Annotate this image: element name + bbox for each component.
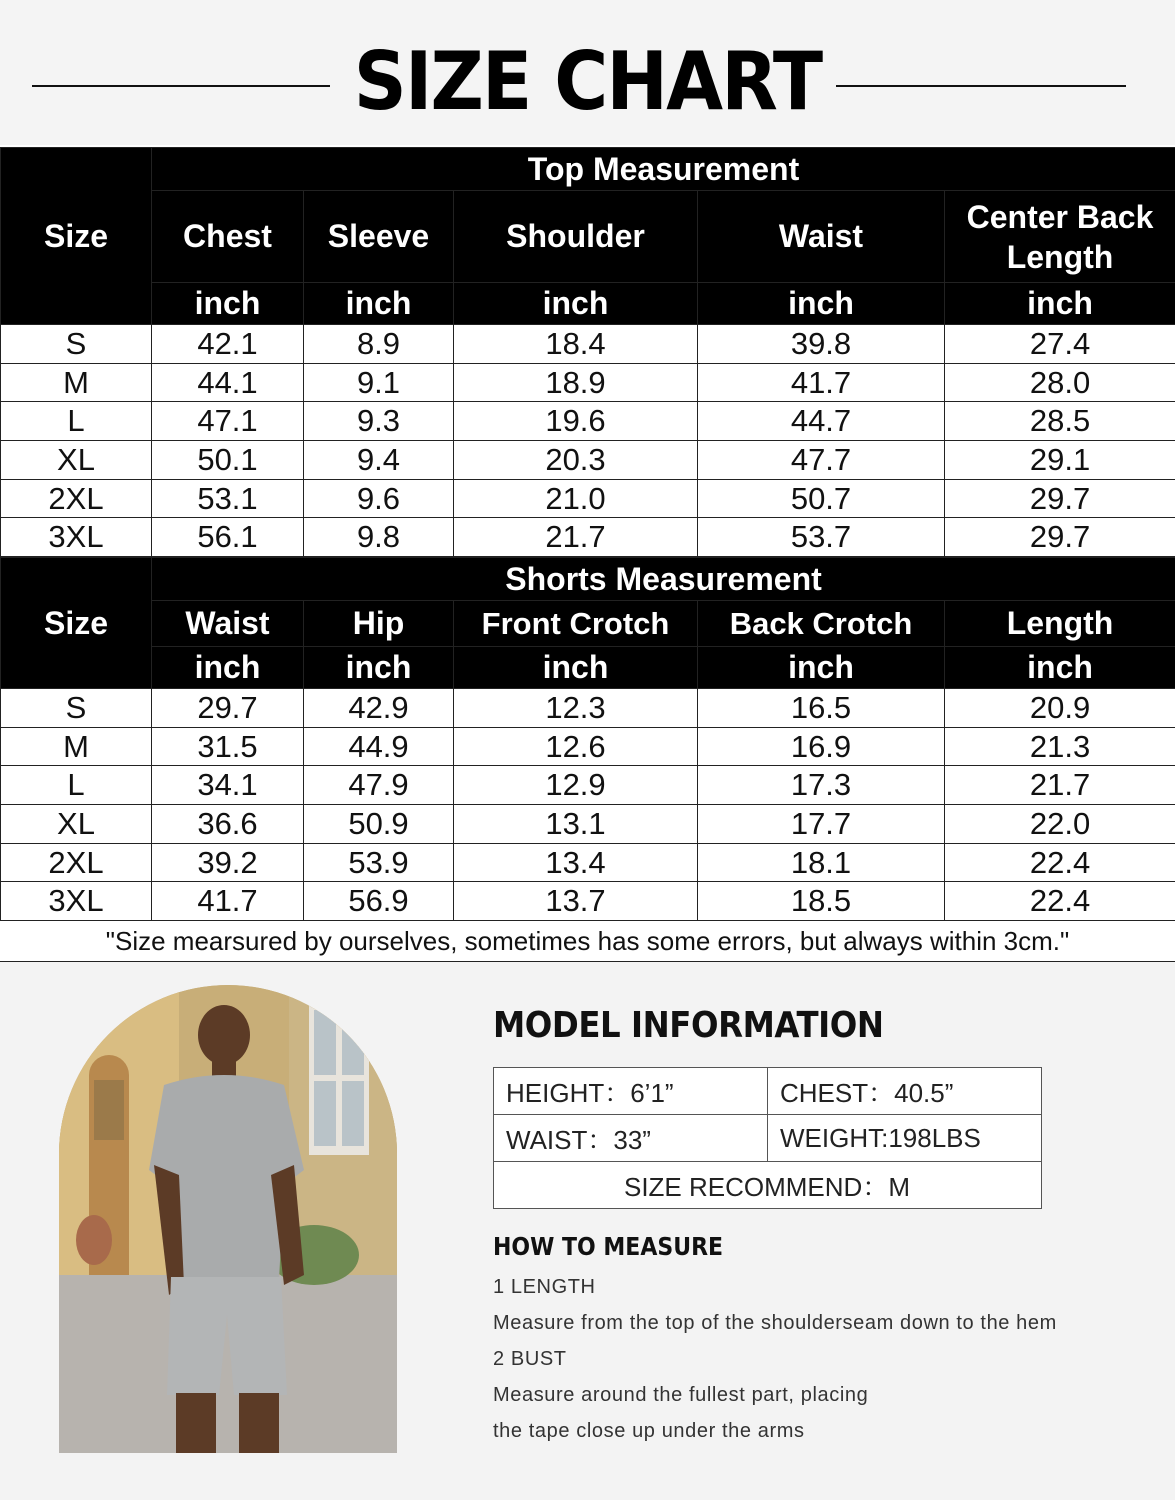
unit-label: inch (304, 647, 454, 689)
value-cell: 47.1 (152, 402, 304, 441)
value-cell: 29.1 (945, 441, 1175, 480)
measurement-note: "Size mearsured by ourselves, sometimes has some errors, but always within 3cm." (0, 920, 1175, 962)
shorts-section-title: Shorts Measurement (152, 558, 1175, 601)
value-cell: 9.8 (304, 518, 454, 557)
shorts-measurement-table (0, 557, 1175, 921)
table-row (1, 518, 1175, 557)
unit-label: inch (454, 647, 698, 689)
table-row (1, 689, 1175, 728)
value-cell: 39.2 (152, 843, 304, 882)
table-row (1, 363, 1175, 402)
size-cell: XL (1, 805, 152, 844)
value-cell: 22.4 (945, 843, 1175, 882)
value-cell: 34.1 (152, 766, 304, 805)
size-cell: S (1, 325, 152, 364)
size-cell: 3XL (1, 518, 152, 557)
value-cell: 21.0 (454, 479, 698, 518)
value-cell: 19.6 (454, 402, 698, 441)
value-cell: 18.5 (698, 882, 945, 921)
unit-label: inch (698, 283, 945, 325)
column-header: Back Crotch (698, 601, 945, 647)
value-cell: 9.1 (304, 363, 454, 402)
value-cell: 53.1 (152, 479, 304, 518)
value-cell: 17.3 (698, 766, 945, 805)
model-weight: WEIGHT:198LBS (768, 1115, 1042, 1162)
column-header: Hip (304, 601, 454, 647)
unit-label: inch (152, 283, 304, 325)
table-row (1, 325, 1175, 364)
value-cell: 16.5 (698, 689, 945, 728)
value-cell: 20.9 (945, 689, 1175, 728)
value-cell: 22.0 (945, 805, 1175, 844)
value-cell: 53.9 (304, 843, 454, 882)
value-cell: 31.5 (152, 727, 304, 766)
unit-label: inch (454, 283, 698, 325)
column-header: Waist (698, 191, 945, 283)
unit-label: inch (152, 647, 304, 689)
unit-label: inch (304, 283, 454, 325)
title-rule-left (32, 85, 330, 87)
value-cell: 9.4 (304, 441, 454, 480)
value-cell: 13.1 (454, 805, 698, 844)
size-header: Size (1, 558, 152, 689)
value-cell: 9.6 (304, 479, 454, 518)
step1-text: Measure from the top of the shoulderseam down to the hem (493, 1312, 1057, 1334)
size-cell: XL (1, 441, 152, 480)
value-cell: 47.9 (304, 766, 454, 805)
step2-text-line1: Measure around the fullest part, placing (493, 1384, 869, 1406)
model-size-recommend: SIZE RECOMMEND：M (494, 1162, 1042, 1209)
column-header: Shoulder (454, 191, 698, 283)
value-cell: 12.9 (454, 766, 698, 805)
value-cell: 18.9 (454, 363, 698, 402)
size-cell: L (1, 766, 152, 805)
step1-title: 1 LENGTH (493, 1276, 596, 1298)
value-cell: 53.7 (698, 518, 945, 557)
table-row (1, 766, 1175, 805)
column-header: Sleeve (304, 191, 454, 283)
value-cell: 20.3 (454, 441, 698, 480)
value-cell: 22.4 (945, 882, 1175, 921)
model-info-table (493, 1067, 1042, 1209)
column-header: Center Back Length (945, 191, 1175, 283)
value-cell: 42.1 (152, 325, 304, 364)
size-cell: 2XL (1, 843, 152, 882)
table-row (1, 882, 1175, 921)
model-chest: CHEST：40.5” (768, 1068, 1042, 1115)
value-cell: 44.1 (152, 363, 304, 402)
value-cell: 12.3 (454, 689, 698, 728)
value-cell: 18.1 (698, 843, 945, 882)
column-header: Chest (152, 191, 304, 283)
value-cell: 27.4 (945, 325, 1175, 364)
step2-title: 2 BUST (493, 1348, 567, 1370)
step2-text-line2: the tape close up under the arms (493, 1420, 805, 1442)
model-height: HEIGHT：6’1” (494, 1068, 768, 1115)
value-cell: 29.7 (945, 518, 1175, 557)
value-cell: 13.4 (454, 843, 698, 882)
value-cell: 50.1 (152, 441, 304, 480)
value-cell: 36.6 (152, 805, 304, 844)
value-cell: 13.7 (454, 882, 698, 921)
value-cell: 29.7 (152, 689, 304, 728)
table-row (1, 402, 1175, 441)
value-cell: 44.7 (698, 402, 945, 441)
value-cell: 50.9 (304, 805, 454, 844)
value-cell: 9.3 (304, 402, 454, 441)
size-header: Size (1, 148, 152, 325)
value-cell: 28.5 (945, 402, 1175, 441)
value-cell: 16.9 (698, 727, 945, 766)
value-cell: 8.9 (304, 325, 454, 364)
unit-label: inch (698, 647, 945, 689)
value-cell: 47.7 (698, 441, 945, 480)
table-row (1, 479, 1175, 518)
model-info-title: MODEL INFORMATION (493, 1005, 884, 1046)
value-cell: 44.9 (304, 727, 454, 766)
column-header: Front Crotch (454, 601, 698, 647)
value-cell: 41.7 (698, 363, 945, 402)
size-cell: M (1, 727, 152, 766)
column-header: Waist (152, 601, 304, 647)
value-cell: 21.3 (945, 727, 1175, 766)
title-rule-right (836, 85, 1126, 87)
page-title: SIZE CHART (353, 35, 822, 128)
table-row (1, 843, 1175, 882)
value-cell: 50.7 (698, 479, 945, 518)
value-cell: 41.7 (152, 882, 304, 921)
unit-label: inch (945, 283, 1175, 325)
model-photo (59, 985, 397, 1453)
value-cell: 56.1 (152, 518, 304, 557)
how-to-measure-title: HOW TO MEASURE (493, 1232, 724, 1261)
size-cell: S (1, 689, 152, 728)
value-cell: 56.9 (304, 882, 454, 921)
value-cell: 12.6 (454, 727, 698, 766)
table-row (1, 441, 1175, 480)
value-cell: 21.7 (945, 766, 1175, 805)
value-cell: 18.4 (454, 325, 698, 364)
size-cell: 2XL (1, 479, 152, 518)
model-waist: WAIST：33” (494, 1115, 768, 1162)
top-section-title: Top Measurement (152, 148, 1175, 191)
value-cell: 21.7 (454, 518, 698, 557)
value-cell: 42.9 (304, 689, 454, 728)
value-cell: 17.7 (698, 805, 945, 844)
table-row (1, 727, 1175, 766)
column-header: Length (945, 601, 1175, 647)
top-measurement-table (0, 147, 1175, 557)
size-cell: M (1, 363, 152, 402)
value-cell: 39.8 (698, 325, 945, 364)
value-cell: 28.0 (945, 363, 1175, 402)
size-cell: 3XL (1, 882, 152, 921)
table-row (1, 805, 1175, 844)
unit-label: inch (945, 647, 1175, 689)
value-cell: 29.7 (945, 479, 1175, 518)
size-cell: L (1, 402, 152, 441)
